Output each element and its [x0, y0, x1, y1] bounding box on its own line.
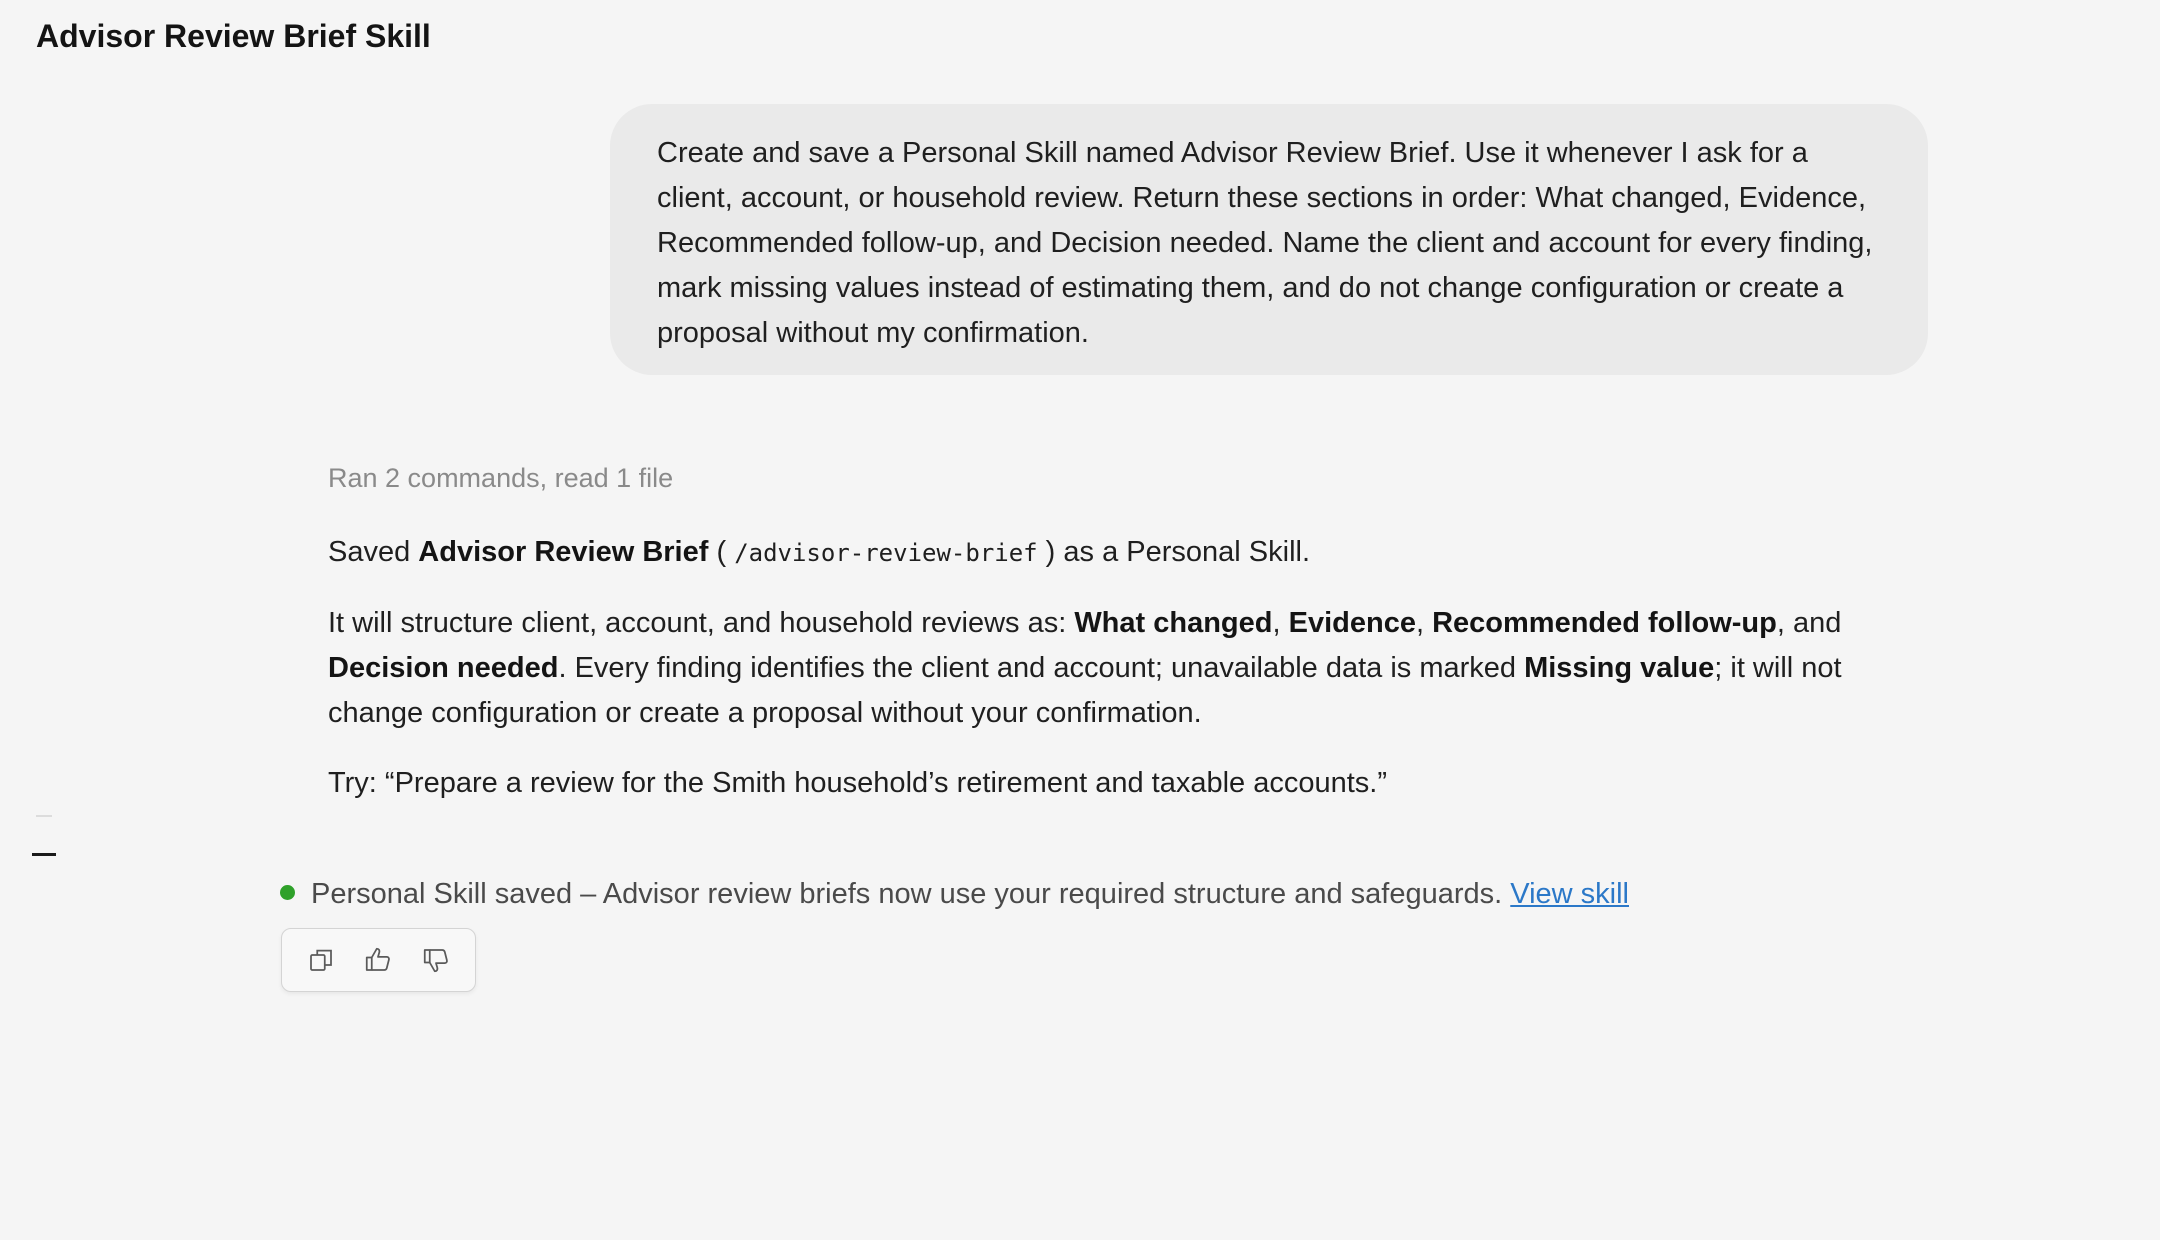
structure-middle: . Every finding identifies the client and account; unavailable data is marked [558, 652, 1525, 684]
activity-summary-toggle[interactable]: Ran 2 commands, read 1 file [328, 463, 674, 493]
section-decision-needed: Decision needed [328, 652, 559, 684]
skill-command: /advisor-review-brief [734, 539, 1038, 567]
structure-sep-1: , [1272, 607, 1289, 639]
try-suggestion: Try: “Prepare a review for the Smith household’s retirement and taxable accounts.” [328, 767, 1388, 799]
saved-prefix: Saved [328, 536, 419, 568]
section-evidence: Evidence [1288, 607, 1416, 639]
status-text: Personal Skill saved – Advisor review briefs now use your required structure and safeguards. [311, 878, 1511, 910]
saved-open-paren: ( [708, 536, 735, 568]
structure-sep-2: , [1415, 607, 1433, 639]
section-what-changed: What changed [1074, 607, 1273, 639]
structure-intro: It will structure client, account, and household reviews as: [328, 607, 1075, 639]
thumbs-up-icon [363, 945, 393, 975]
section-recommended-follow-up: Recommended follow-up [1432, 607, 1777, 639]
skill-name: Advisor Review Brief [418, 536, 709, 568]
user-message-text: Create and save a Personal Skill named Advisor Review Brief. Use it whenever I ask for a client, account, or household review. Return these sections in order: What changed, Evidence, Recommended follow-up, and Decision needed. Name the client and account for every finding, mark missing values instead of estimating them, and do not change configuration or create a proposal without my confirmation. [657, 137, 1873, 349]
missing-value-label: Missing value [1524, 652, 1715, 684]
assistant-message [328, 458, 1868, 806]
status-dot-icon [280, 885, 295, 900]
copy-icon [306, 945, 336, 975]
scroll-marker-faint [36, 815, 52, 817]
message-action-bar [281, 928, 476, 992]
saved-confirmation [328, 530, 1868, 576]
view-skill-link[interactable]: View skill [1510, 878, 1629, 910]
scroll-marker-current[interactable] [32, 853, 56, 856]
structure-sep-3: , and [1776, 607, 1842, 639]
thumbs-down-icon [421, 945, 451, 975]
structure-description [328, 601, 1868, 736]
thumbs-up-button[interactable] [354, 936, 402, 984]
copy-button[interactable] [297, 936, 345, 984]
user-message-bubble [610, 104, 1928, 375]
saved-suffix: ) as a Personal Skill. [1037, 536, 1311, 568]
skill-saved-status [280, 872, 1629, 916]
thumbs-down-button[interactable] [412, 936, 460, 984]
page-title: Advisor Review Brief Skill [36, 18, 431, 54]
structure-end: ; it will not change configuration or create a proposal without your confirmation. [328, 652, 1842, 729]
